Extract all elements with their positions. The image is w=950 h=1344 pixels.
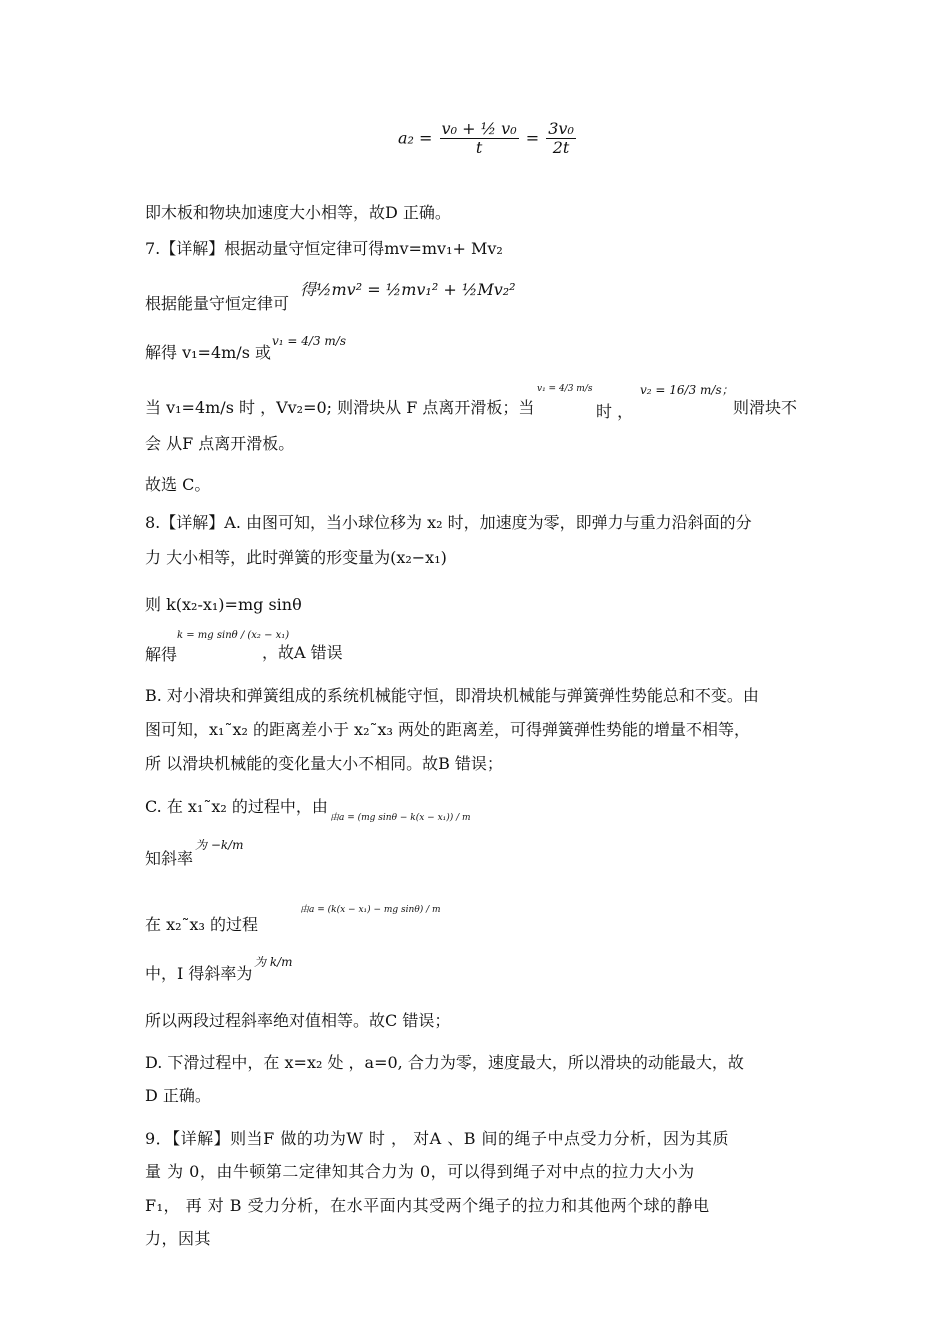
formula-energy: 得½mv² = ½mv₁² + ½Mv₂² <box>300 280 516 299</box>
text-line-11a: 解得 <box>145 645 178 664</box>
text-line-5a: 当 v₁=4m/s 时 ，Vv₂=0; 则滑块从 F 点离开滑板；当 <box>145 398 535 417</box>
formula-a2 <box>398 120 578 158</box>
text-line-15: C. 在 x₁˜x₂ 的过程中，由 <box>145 797 328 816</box>
formula-a-2: 由a = (k(x − x₁) − mg sinθ) / m <box>300 905 441 915</box>
text-line-14: 所 以滑块机械能的变化量大小不相同。故B 错误； <box>145 754 503 773</box>
text-line-18: 中，I 得斜率为 <box>145 964 253 983</box>
text-line-6: 会 从F 点离开滑板。 <box>145 434 295 453</box>
fraction-1-den: t <box>475 138 483 158</box>
formula-v1: v₁ = 4/3 m/s <box>272 334 346 348</box>
fraction-1 <box>440 120 519 158</box>
text-line-22: 9．【详解】则当F 做的功为W 时 ， 对A 、B 间的绳子中点受力分析，因为其质 <box>145 1129 730 1148</box>
text-line-19: 所以两段过程斜率绝对值相等。故C 错误； <box>145 1011 451 1030</box>
text-line-24: F₁， 再 对 B 受力分析，在水平面内其受两个绳子的拉力和其他两个球的静电 <box>145 1196 710 1215</box>
text-line-7: 故选 C。 <box>145 475 211 494</box>
fraction-2-den: 2t <box>552 138 570 158</box>
text-line-23: 量 为 0，由牛顿第二定律知其合力为 0，可以得到绳子对中点的拉力大小为 <box>145 1162 695 1181</box>
text-line-16: 知斜率 <box>145 849 194 868</box>
formula-a-1: 由a = (mg sinθ − k(x − x₁)) / m <box>330 813 471 823</box>
fraction-1-num: v₀ + ½ v₀ <box>441 119 517 138</box>
fraction-2-num: 3v₀ <box>548 119 574 138</box>
text-line-11b: ，故A 错误 <box>262 643 343 662</box>
formula-a2-eq: = <box>525 128 540 148</box>
text-line-10: 则 k(x₂-x₁)=mg sinθ <box>145 595 302 614</box>
text-line-21: D 正确。 <box>145 1086 211 1105</box>
text-line-4: 解得 v₁=4m/s 或 <box>145 343 271 362</box>
formula-k: k = mg sinθ / (x₂ − x₁) <box>177 630 290 641</box>
formula-v2: v₂ = 16/3 m/s； <box>640 383 734 397</box>
formula-a2-lhs: a₂ = <box>398 128 433 148</box>
text-line-17: 在 x₂˜x₃ 的过程 <box>145 915 259 934</box>
text-line-25: 力，因其 <box>145 1229 212 1248</box>
text-line-12: B. 对小滑块和弹簧组成的系统机械能守恒，即滑块机械能与弹簧弹性势能总和不变。由 <box>145 686 759 705</box>
text-line-9: 力 大小相等，此时弹簧的形变量为(x₂−x₁) <box>145 548 447 567</box>
text-line-1: 即木板和物块加速度大小相等，故D 正确。 <box>145 203 451 222</box>
text-line-3: 根据能量守恒定律可 <box>145 294 290 313</box>
fraction-2 <box>546 120 576 158</box>
formula-slope-1: 为 −k/m <box>195 838 244 852</box>
text-line-8: 8.【详解】A. 由图可知，当小球位移为 x₂ 时，加速度为零，即弹力与重力沿斜面的分 <box>145 513 752 532</box>
text-line-2: 7.【详解】根据动量守恒定律可得mv=mv₁+ Mv₂ <box>145 239 503 258</box>
formula-v1-small: v₁ = 4/3 m/s <box>537 384 593 394</box>
text-line-13: 图可知，x₁˜x₂ 的距离差小于 x₂˜x₃ 两处的距离差，可得弹簧弹性势能的增量不相等， <box>145 720 751 739</box>
formula-slope-2: 为 k/m <box>254 955 293 969</box>
text-line-20: D. 下滑过程中，在 x=x₂ 处 ，a=0, 合力为零，速度最大，所以滑块的动能最大，故 <box>145 1053 744 1072</box>
text-line-5c: 则滑块不 <box>733 398 798 417</box>
text-line-5b: 时 ， <box>596 402 634 421</box>
